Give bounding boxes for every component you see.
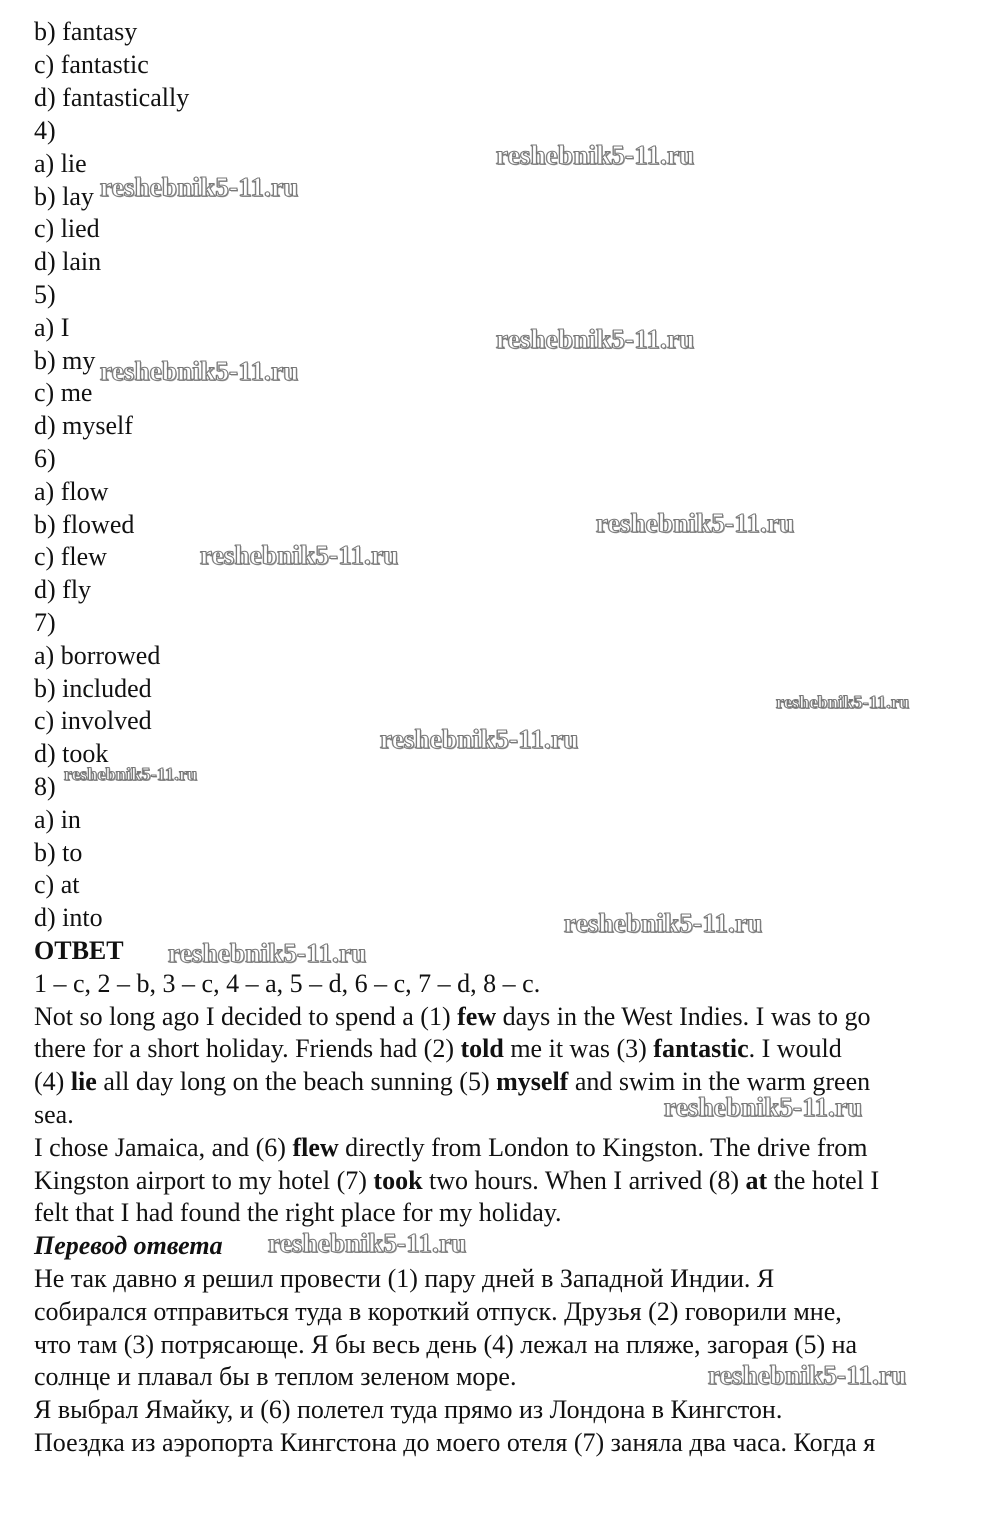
option-line: d) into xyxy=(34,903,103,932)
translation-line: Поездка из аэропорта Кингстона до моего отеля (7) заняла два часа. Когда я xyxy=(34,1428,876,1457)
option-line: a) borrowed xyxy=(34,641,161,670)
translation-line: солнце и плавал бы в теплом зеленом море. xyxy=(34,1362,517,1391)
translation-line: Я выбрал Ямайку, и (6) полетел туда прямо из Лондона в Кингстон. xyxy=(34,1395,783,1424)
question-number: 6) xyxy=(34,444,56,473)
option-line: d) lain xyxy=(34,247,102,276)
option-line: c) flew xyxy=(34,542,107,571)
option-line: c) lied xyxy=(34,214,100,243)
watermark: reshebnik5-11.ru xyxy=(664,1092,863,1122)
question-number: 8) xyxy=(34,772,56,801)
watermark: reshebnik5-11.ru xyxy=(496,324,695,354)
watermark: reshebnik5-11.ru xyxy=(64,764,198,784)
answer-text-line: I chose Jamaica, and (6) flew directly from London to Kingston. The drive from xyxy=(34,1133,868,1162)
option-line: a) I xyxy=(34,313,70,342)
translation-line: собирался отправиться туда в короткий отпуск. Друзья (2) говорили мне, xyxy=(34,1297,842,1326)
option-line: b) lay xyxy=(34,182,94,211)
option-line: d) fly xyxy=(34,575,92,604)
answer-heading: ОТВЕТ xyxy=(34,936,124,965)
translation-line: что там (3) потрясающе. Я бы весь день (4) лежал на пляже, загорая (5) на xyxy=(34,1330,858,1359)
option-line: a) flow xyxy=(34,477,109,506)
answer-text-line: Kingston airport to my hotel (7) took two hours. When I arrived (8) at the hotel I xyxy=(34,1166,880,1195)
option-line: a) in xyxy=(34,805,81,834)
watermark: reshebnik5-11.ru xyxy=(596,508,795,538)
option-line: c) involved xyxy=(34,706,152,735)
option-line: b) to xyxy=(34,838,83,867)
translation-line: Не так давно я решил провести (1) пару дней в Западной Индии. Я xyxy=(34,1264,775,1293)
option-line: a) lie xyxy=(34,149,87,178)
watermark: reshebnik5-11.ru xyxy=(168,938,367,968)
question-number: 4) xyxy=(34,116,56,145)
watermark: reshebnik5-11.ru xyxy=(564,908,763,938)
watermark: reshebnik5-11.ru xyxy=(496,140,695,170)
watermark: reshebnik5-11.ru xyxy=(200,540,399,570)
option-line: d) fantastically xyxy=(34,83,190,112)
answer-text-line: Not so long ago I decided to spend a (1) few days in the West Indies. I was to go xyxy=(34,1002,871,1031)
option-line: b) fantasy xyxy=(34,17,138,46)
option-line: c) fantastic xyxy=(34,50,149,79)
question-number: 5) xyxy=(34,280,56,309)
answer-text-line: there for a short holiday. Friends had (2) told me it was (3) fantastic. I would xyxy=(34,1034,842,1063)
option-line: c) me xyxy=(34,378,93,407)
option-line: d) took xyxy=(34,739,109,768)
option-line: c) at xyxy=(34,870,80,899)
watermark: reshebnik5-11.ru xyxy=(380,724,579,754)
watermark: reshebnik5-11.ru xyxy=(776,692,910,712)
question-number: 7) xyxy=(34,608,56,637)
watermark: reshebnik5-11.ru xyxy=(100,356,299,386)
answer-text-line: felt that I had found the right place for my holiday. xyxy=(34,1198,562,1227)
watermark: reshebnik5-11.ru xyxy=(100,172,299,202)
option-line: b) my xyxy=(34,346,96,375)
answer-text-line: (4) lie all day long on the beach sunning (5) myself and swim in the warm green xyxy=(34,1067,871,1096)
translation-heading: Перевод ответа xyxy=(34,1231,223,1260)
option-line: b) included xyxy=(34,674,152,703)
answer-key: 1 – c, 2 – b, 3 – c, 4 – a, 5 – d, 6 – c, 7 – d, 8 – c. xyxy=(34,969,541,998)
option-line: b) flowed xyxy=(34,510,135,539)
option-line: d) myself xyxy=(34,411,133,440)
answer-text-line: sea. xyxy=(34,1100,74,1129)
watermark: reshebnik5-11.ru xyxy=(708,1360,907,1390)
watermark: reshebnik5-11.ru xyxy=(268,1228,467,1258)
